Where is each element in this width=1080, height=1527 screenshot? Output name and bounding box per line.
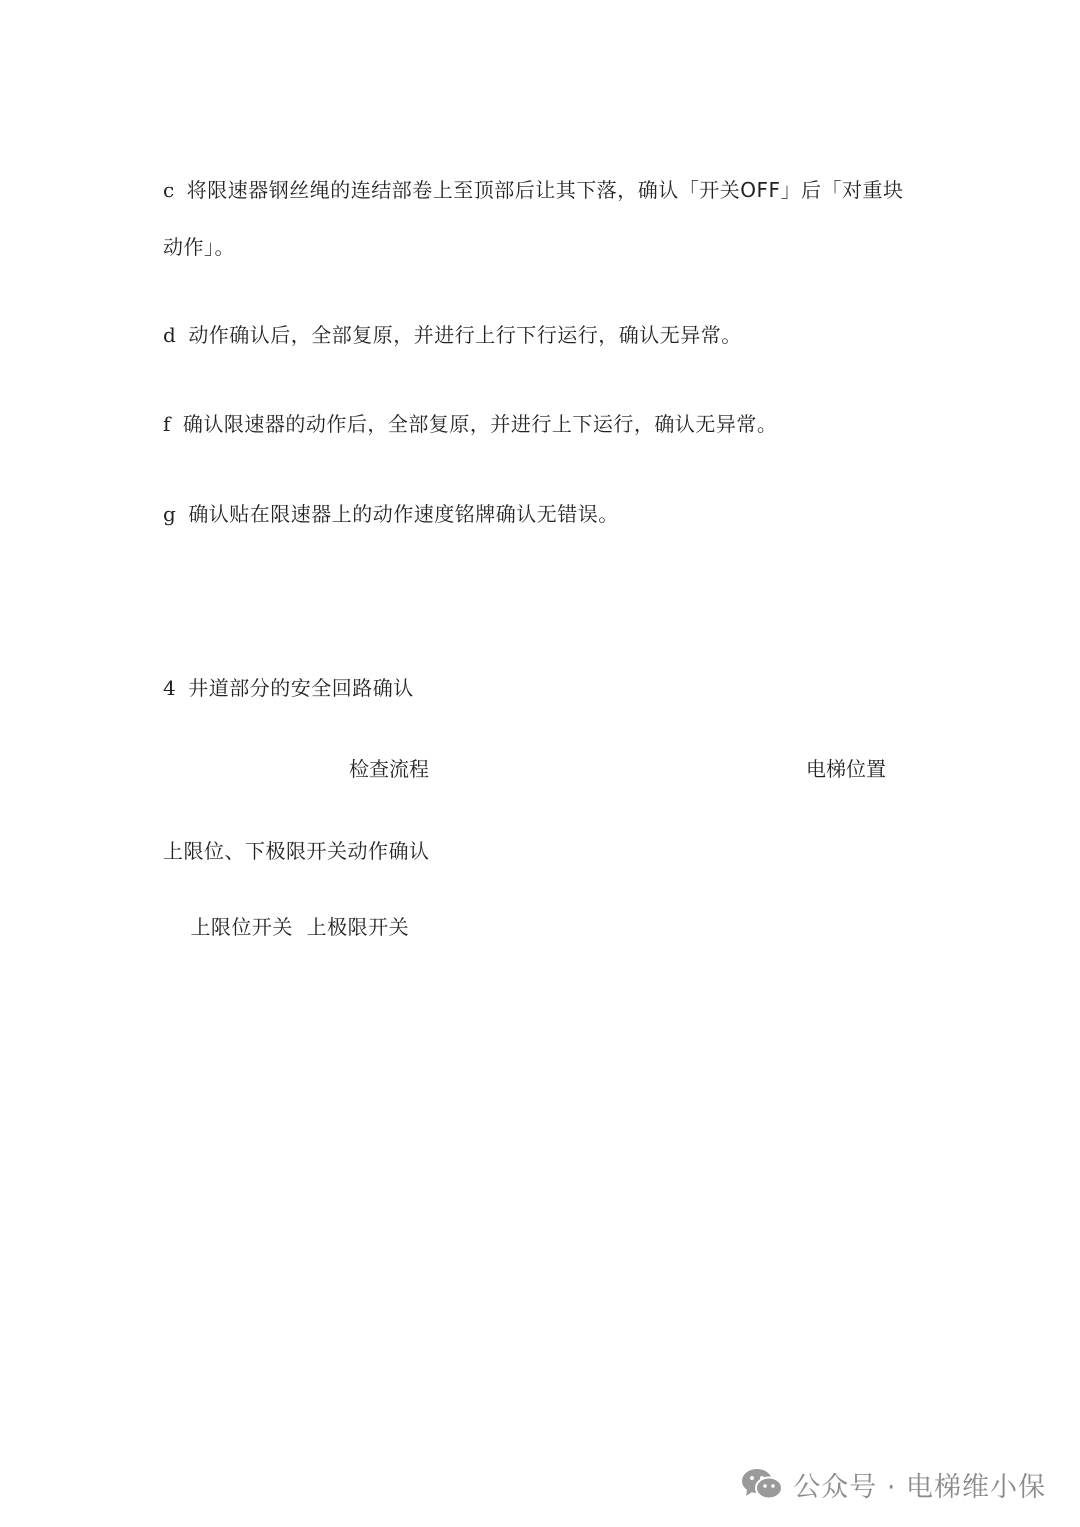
item-marker: c: [163, 178, 175, 202]
item-text: 确认贴在限速器上的动作速度铭牌确认无错误。: [188, 502, 619, 526]
item-text: 将限速器钢丝绳的连结部卷上至顶部后让其下落，确认「开关OFF」后「对重块: [186, 178, 904, 202]
row-text: 上限位开关 上极限开关: [190, 915, 410, 939]
item-marker: g: [163, 502, 177, 526]
column-header-position: 电梯位置: [806, 757, 886, 781]
section-heading: [163, 674, 414, 702]
item-text: 动作确认后，全部复原，并进行上行下行运行，确认无异常。: [188, 323, 742, 347]
item-marker: d: [163, 323, 177, 347]
item-text: 动作」。: [163, 235, 235, 259]
section-number: 4: [163, 676, 177, 700]
item-text: 确认限速器的动作后，全部复原，并进行上下运行，确认无异常。: [182, 412, 778, 436]
item-g: [163, 500, 619, 528]
section-title: 井道部分的安全回路确认: [188, 676, 414, 700]
item-marker: f: [163, 412, 171, 436]
row-text: 上限位、下极限开关动作确认: [163, 839, 430, 863]
table-row-procedure: [163, 837, 430, 865]
item-c-continuation: [163, 233, 235, 261]
item-f: [163, 410, 777, 438]
watermark: [741, 1462, 1046, 1506]
item-c: [163, 176, 903, 204]
column-header-procedure: 检查流程: [349, 757, 429, 781]
watermark-text: 公众号 · 电梯维小保: [793, 1471, 1046, 1503]
item-d: [163, 321, 742, 349]
wechat-icon: [741, 1467, 783, 1501]
table-row-switches: [163, 885, 409, 969]
